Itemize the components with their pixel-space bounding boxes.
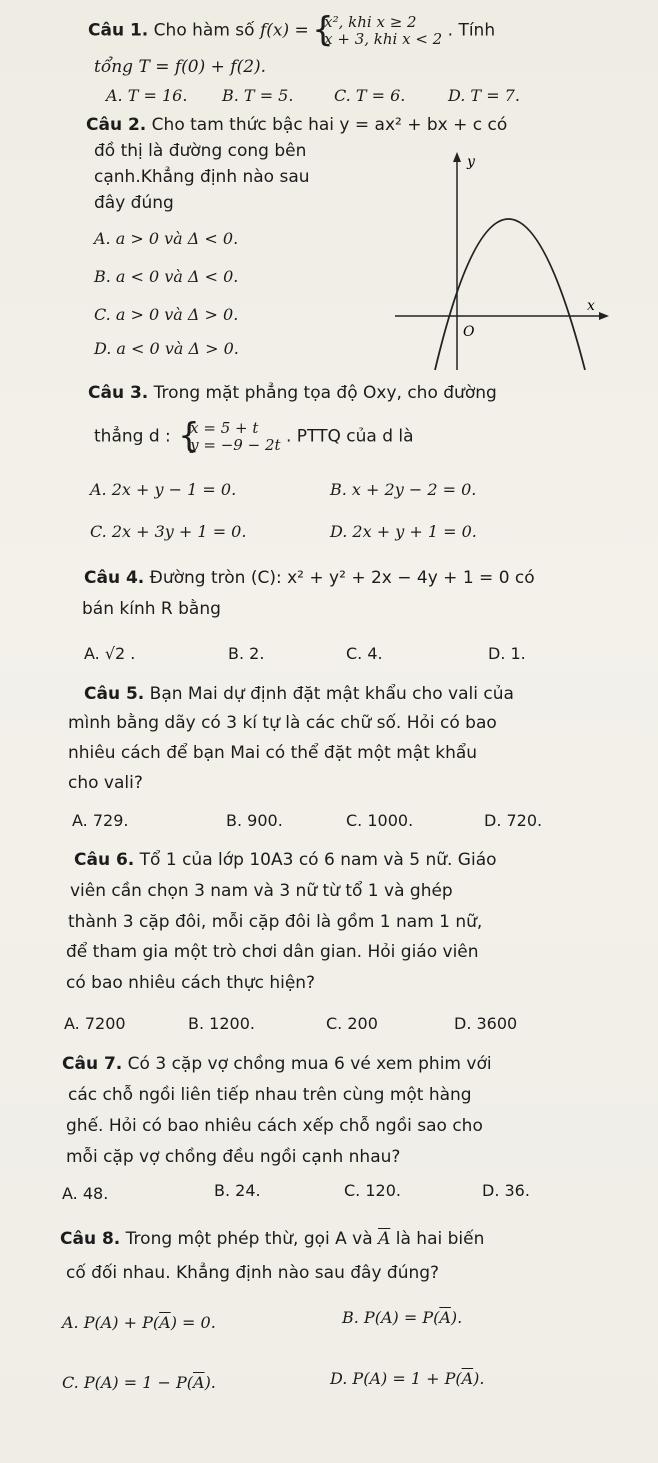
q2-parabola-graph bbox=[395, 148, 610, 370]
q7-option-a: A. 48. bbox=[62, 1184, 109, 1203]
q7-text: Có 3 cặp vợ chồng mua 6 vé xem phim với bbox=[127, 1054, 492, 1074]
q7-line4: mỗi cặp vợ chồng đều ngồi cạnh nhau? bbox=[66, 1147, 401, 1167]
q8-text-b: là hai biến bbox=[395, 1229, 485, 1249]
q6-line5: có bao nhiêu cách thực hiện? bbox=[66, 973, 316, 993]
q3-case2: y = −9 − 2t bbox=[190, 436, 281, 454]
y-axis-label: y bbox=[467, 154, 475, 170]
q1-case1: { x², khi x ≥ 2 bbox=[324, 13, 417, 31]
q2-line3: cạnh.Khẳng định nào sau bbox=[94, 167, 310, 187]
q1-text-b: . Tính bbox=[447, 20, 496, 41]
q4-option-d: D. 1. bbox=[488, 644, 526, 663]
q6-option-d: D. 3600 bbox=[454, 1014, 518, 1033]
q8-complement-symbol: $\overline{A}$ bbox=[378, 1229, 391, 1249]
q6-option-a: A. 7200 bbox=[64, 1014, 126, 1033]
q8-option-b-bar: $\overline{A}$ bbox=[439, 1308, 451, 1327]
x-axis-label: x bbox=[587, 298, 595, 314]
q2-line4: đây đúng bbox=[94, 193, 174, 213]
q3-line1 bbox=[88, 382, 497, 404]
q1-option-b: B. T = 5. bbox=[222, 86, 294, 105]
q4-text: Đường tròn (C): x² + y² + 2x − 4y + 1 = 0 có bbox=[149, 568, 535, 588]
q3-parametric bbox=[180, 420, 280, 454]
q8-option-b-pre: B. P(A) = P( bbox=[342, 1308, 440, 1327]
q1-heading: Câu 1. bbox=[88, 20, 149, 41]
q2-line1 bbox=[86, 114, 507, 136]
q8-option-b bbox=[342, 1307, 462, 1329]
q2-option-b: B. a < 0 và Δ < 0. bbox=[94, 267, 239, 286]
q8-option-b-post: ). bbox=[450, 1308, 463, 1327]
q5-option-c: C. 1000. bbox=[346, 811, 414, 830]
q7-option-c: C. 120. bbox=[344, 1181, 401, 1200]
q7-line2: các chỗ ngồi liên tiếp nhau trên cùng một hàng bbox=[68, 1085, 472, 1105]
q5-line3: nhiêu cách để bạn Mai có thể đặt một mật khẩu bbox=[68, 743, 478, 763]
x-axis-arrow bbox=[599, 312, 609, 320]
q6-line4: để tham gia một trò chơi dân gian. Hỏi giáo viên bbox=[66, 942, 479, 962]
q8-line1 bbox=[60, 1228, 484, 1250]
q5-line4: cho vali? bbox=[68, 773, 143, 793]
q4-line1 bbox=[84, 567, 535, 589]
q8-option-d bbox=[330, 1368, 484, 1390]
q5-option-b: B. 900. bbox=[226, 811, 283, 830]
q4-heading: Câu 4. bbox=[84, 568, 145, 588]
q1-option-d: D. T = 7. bbox=[448, 86, 520, 105]
q4-option-c: C. 4. bbox=[346, 644, 383, 663]
q7-option-d: D. 36. bbox=[482, 1181, 530, 1200]
q5-heading: Câu 5. bbox=[84, 684, 145, 704]
q2-heading: Câu 2. bbox=[86, 115, 147, 135]
q4-line2: bán kính R bằng bbox=[82, 599, 221, 619]
origin-label: O bbox=[463, 324, 475, 340]
q3-text-b: . PTTQ của d là bbox=[285, 426, 414, 447]
q2-option-c: C. a > 0 và Δ > 0. bbox=[94, 305, 239, 324]
q8-text-a: Trong một phép thừ, gọi A và bbox=[125, 1229, 373, 1249]
q5-text: Bạn Mai dự định đặt mật khẩu cho vali của bbox=[149, 684, 514, 704]
q5-line1 bbox=[84, 683, 514, 705]
q3-heading: Câu 3. bbox=[88, 383, 149, 403]
q8-option-a-post: ) = 0. bbox=[170, 1313, 216, 1332]
q1-line2: tổng T = f(0) + f(2). bbox=[94, 57, 267, 77]
q3-option-c: C. 2x + 3y + 1 = 0. bbox=[90, 522, 247, 541]
q8-option-c-bar: $\overline{A}$ bbox=[193, 1373, 205, 1392]
q8-option-c-post: ). bbox=[204, 1373, 216, 1392]
q3-line2 bbox=[94, 420, 414, 454]
q5-option-d: D. 720. bbox=[484, 811, 543, 830]
q8-option-a bbox=[62, 1312, 216, 1334]
q7-line3: ghế. Hỏi có bao nhiêu cách xếp chỗ ngồi sao cho bbox=[66, 1116, 483, 1136]
q6-heading: Câu 6. bbox=[74, 850, 135, 870]
q8-heading: Câu 8. bbox=[60, 1229, 121, 1249]
q8-option-c-pre: C. P(A) = 1 − P( bbox=[62, 1373, 193, 1392]
q4-option-a: A. √2 . bbox=[84, 644, 136, 663]
q5-line2: mình bằng dãy có 3 kí tự là các chữ số. Hỏi có bao bbox=[68, 713, 497, 733]
q3-option-d: D. 2x + y + 1 = 0. bbox=[330, 522, 477, 541]
q8-option-c bbox=[62, 1372, 216, 1394]
q1-function: f(x) = bbox=[259, 20, 309, 41]
q3-text: Trong mặt phẳng tọa độ Oxy, cho đường bbox=[153, 383, 497, 403]
q7-option-b: B. 24. bbox=[214, 1181, 261, 1200]
q3-case1: { x = 5 + t bbox=[190, 419, 259, 437]
q8-option-d-bar: $\overline{A}$ bbox=[461, 1369, 474, 1388]
q1-piecewise bbox=[314, 14, 442, 48]
q8-line2: cố đối nhau. Khẳng định nào sau đây đúng? bbox=[66, 1263, 440, 1283]
q2-option-d: D. a < 0 và Δ > 0. bbox=[94, 339, 239, 358]
q2-line2: đồ thị là đường cong bên bbox=[94, 141, 307, 161]
q7-line1 bbox=[62, 1053, 492, 1075]
q3-option-b: B. x + 2y − 2 = 0. bbox=[330, 480, 477, 499]
q5-option-a: A. 729. bbox=[72, 811, 129, 830]
q6-line2: viên cần chọn 3 nam và 3 nữ từ tổ 1 và ghép bbox=[70, 881, 453, 901]
q1-option-c: C. T = 6. bbox=[334, 86, 406, 105]
q7-heading: Câu 7. bbox=[62, 1054, 123, 1074]
q6-line1 bbox=[74, 849, 497, 871]
q1-line1 bbox=[88, 14, 495, 48]
q1-case2: x + 3, khi x < 2 bbox=[324, 30, 443, 48]
q2-option-a: A. a > 0 và Δ < 0. bbox=[94, 229, 239, 248]
q3-text-a: thẳng d : bbox=[94, 426, 171, 447]
q8-option-d-pre: D. P(A) = 1 + P( bbox=[330, 1369, 462, 1388]
q6-line3: thành 3 cặp đôi, mỗi cặp đôi là gồm 1 nam 1 nữ, bbox=[68, 912, 483, 932]
q4-option-b: B. 2. bbox=[228, 644, 265, 663]
y-axis-arrow bbox=[453, 152, 461, 162]
q8-option-d-post: ). bbox=[473, 1369, 485, 1388]
q2-text: Cho tam thức bậc hai y = ax² + bx + c có bbox=[151, 115, 508, 135]
q3-option-a: A. 2x + y − 1 = 0. bbox=[90, 480, 237, 499]
q6-option-c: C. 200 bbox=[326, 1014, 378, 1033]
q6-option-b: B. 1200. bbox=[188, 1014, 255, 1033]
q1-text-a: Cho hàm số bbox=[153, 20, 255, 41]
q8-option-a-pre: A. P(A) + P( bbox=[62, 1313, 160, 1332]
q6-text: Tổ 1 của lớp 10A3 có 6 nam và 5 nữ. Giáo bbox=[139, 850, 497, 870]
q1-option-a: A. T = 16. bbox=[106, 86, 188, 105]
q8-option-a-bar: $\overline{A}$ bbox=[159, 1313, 171, 1332]
